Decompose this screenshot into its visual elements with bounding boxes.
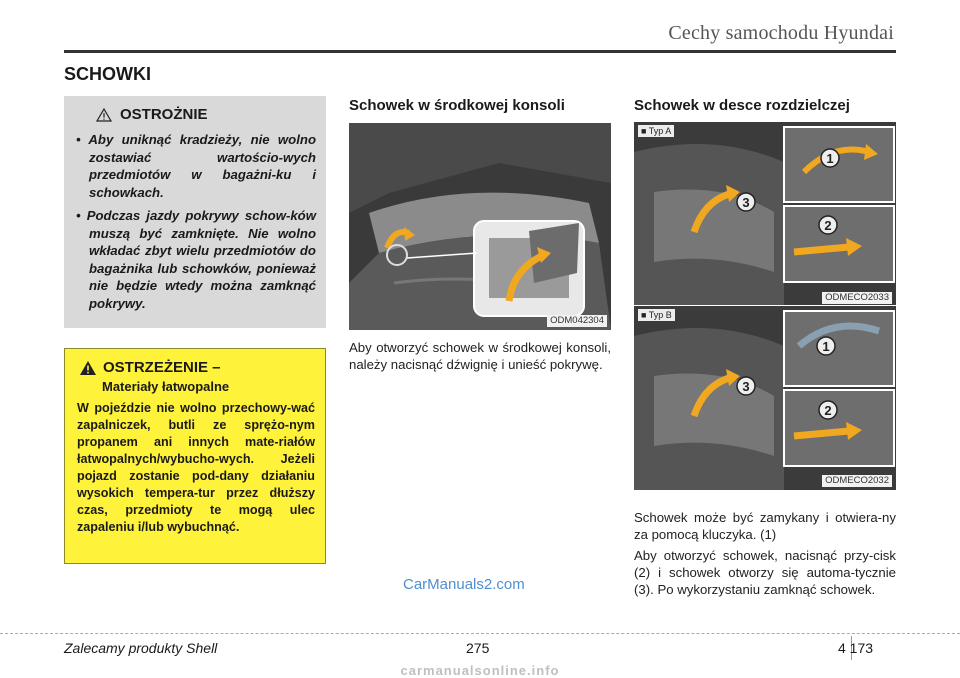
callout-2: 2 <box>824 403 832 418</box>
console-image-code: ODM042304 <box>547 315 607 327</box>
caution-list <box>76 131 316 312</box>
header-rule <box>64 50 896 53</box>
caution-triangle-icon <box>96 108 112 122</box>
type-a-code-row <box>634 292 896 304</box>
caution-item: • Podczas jazdy pokrywy schow-ków muszą być zamknięte. Nie wolno wkładać zbyt wielu przedmiotów do bagażnika lub schowków, ponieważ nie będzie wtedy można zamknąć pokrywy. <box>76 208 316 311</box>
type-a-label: ■ Typ A <box>638 125 674 137</box>
caution-title: OSTROŻNIE <box>120 106 208 123</box>
warning-triangle-icon <box>79 360 97 376</box>
warning-body: W pojeździe nie wolno przechowy-wać zapalniczek, butli ze sprężo-nym propanem ani innych mate-riałów łatwopalnych/wybucho-wych. Jeżeli pojazd zostanie pod-dany działaniu wysokich tempera-tur przez dłuższy czas, przedmioty te mogą ulec zapaleniu i/lub wybuchnąć. <box>77 401 315 534</box>
callout-1: 1 <box>826 151 834 166</box>
glovebox-text-1: Schowek może być zamykany i otwiera-ny za pomocą kluczyka. (1) <box>634 510 896 542</box>
caution-item: • Aby uniknąć kradzieży, nie wolno zostawiać wartościo-wych przedmiotów w bagażni-ku i schowkach. <box>76 132 316 200</box>
footer-left: Zalecamy produkty Shell <box>64 640 218 656</box>
glovebox-photo-type-a <box>634 122 896 305</box>
footer-page-number: 275 <box>466 640 490 656</box>
chapter-title: Cechy samochodu Hyundai <box>668 22 894 44</box>
console-photo <box>349 123 611 330</box>
footer-section-page: 4 173 <box>838 640 874 656</box>
watermark-link[interactable]: CarManuals2.com <box>403 576 525 593</box>
warning-header <box>79 359 315 376</box>
console-text: Aby otworzyć schowek w środkowej konsoli, należy nacisnąć dźwignię i unieść pokrywę. <box>349 340 611 372</box>
callout-3: 3 <box>742 379 750 394</box>
footer-rule <box>0 633 960 634</box>
warning-title: OSTRZEŻENIE – <box>103 359 221 376</box>
glovebox-heading: Schowek w desce rozdzielczej <box>634 97 850 114</box>
glovebox-image-code-a: ODMECO2033 <box>822 292 892 304</box>
warning-subtitle: Materiały łatwopalne <box>102 379 230 394</box>
section-title: SCHOWKI <box>64 64 151 84</box>
console-heading: Schowek w środkowej konsoli <box>349 97 565 114</box>
glovebox-image-code-b: ODMECO2032 <box>822 475 892 487</box>
warning-box <box>64 348 326 564</box>
caution-box <box>64 96 326 328</box>
type-b-label: ■ Typ B <box>638 309 675 321</box>
glovebox-photo-type-b <box>634 306 896 490</box>
callout-2: 2 <box>824 218 832 233</box>
glovebox-text-2: Aby otworzyć schowek, nacisnąć przy-cisk (2) i schowek otworzy się automa-tycznie (3). Po wykorzystaniu zamknąć schowek. <box>634 548 896 597</box>
caution-header <box>96 106 316 123</box>
callout-1: 1 <box>822 339 830 354</box>
bottom-watermark: carmanualsonline.info <box>400 663 560 678</box>
callout-3: 3 <box>742 195 750 210</box>
